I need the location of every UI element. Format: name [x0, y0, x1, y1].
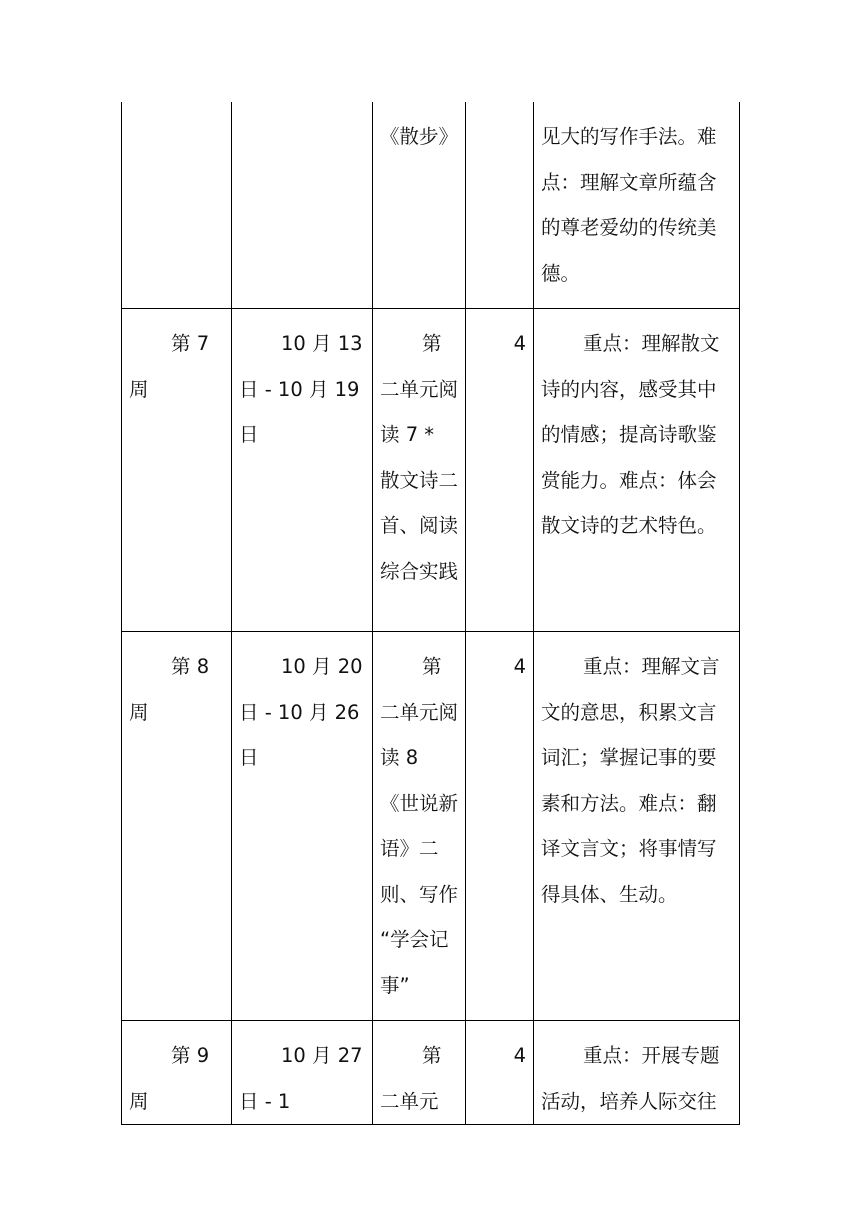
week-cell: 第 7 周 — [122, 309, 232, 632]
goal-cell: 重点：理解散文诗的内容，感受其中的情感；提高诗歌鉴赏能力。难点：体会散文诗的艺术特色。 — [534, 309, 740, 632]
hours-cell — [466, 102, 534, 309]
date-cell — [232, 102, 373, 309]
table-row — [122, 102, 740, 309]
week-cell — [122, 102, 232, 309]
date-cell: 10 月 20 日 - 10 月 26 日 — [232, 632, 373, 1021]
goal-cell: 见大的写作手法。难点：理解文章所蕴含的尊老爱幼的传统美德。 — [534, 102, 740, 309]
hours-cell: 4 — [466, 632, 534, 1021]
date-cell: 10 月 27 日 - 1 — [232, 1021, 373, 1125]
week-cell: 第 9 周 — [122, 1021, 232, 1125]
table-row — [122, 309, 740, 632]
content-cell: 《散步》 — [373, 102, 466, 309]
teaching-schedule-table — [121, 102, 740, 1125]
table-row — [122, 1021, 740, 1125]
date-cell: 10 月 13 日 - 10 月 19 日 — [232, 309, 373, 632]
content-cell: 第二单元阅读 7 * 散文诗二首、阅读综合实践 — [373, 309, 466, 632]
hours-cell: 4 — [466, 309, 534, 632]
hours-cell: 4 — [466, 1021, 534, 1125]
content-cell: 第二单元 — [373, 1021, 466, 1125]
table-row — [122, 632, 740, 1021]
goal-cell: 重点：理解文言文的意思，积累文言词汇；掌握记事的要素和方法。难点：翻译文言文；将事情写得具体、生动。 — [534, 632, 740, 1021]
goal-cell: 重点：开展专题活动，培养人际交往 — [534, 1021, 740, 1125]
content-cell: 第二单元阅读 8 《世说新语》二则、写作 “学会记事” — [373, 632, 466, 1021]
week-cell: 第 8 周 — [122, 632, 232, 1021]
